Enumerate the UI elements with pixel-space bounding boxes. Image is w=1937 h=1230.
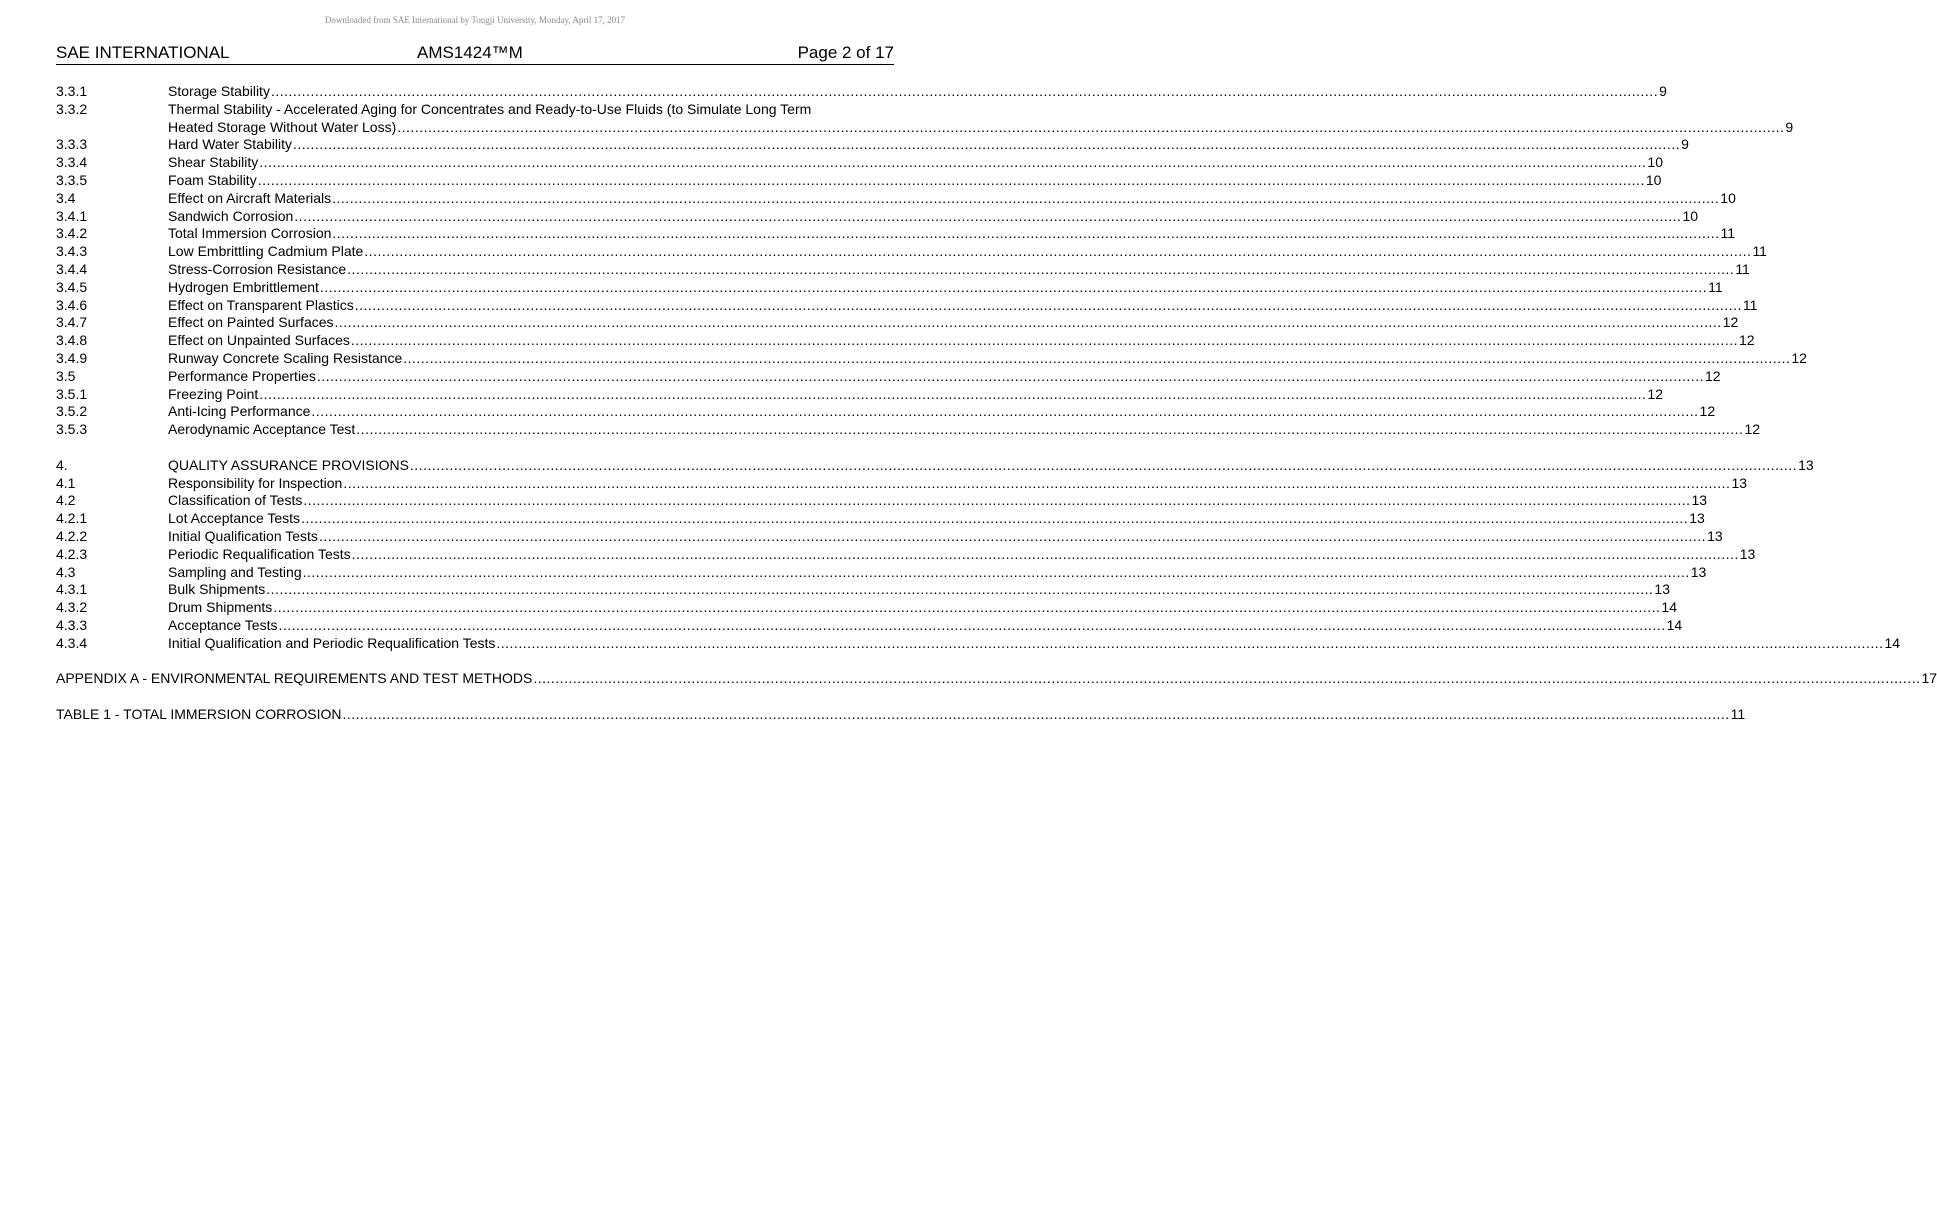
toc-page: 12 bbox=[1791, 349, 1807, 366]
toc-row[interactable] bbox=[56, 171, 1662, 190]
toc-title: TABLE 1 - TOTAL IMMERSION CORROSION bbox=[56, 705, 342, 722]
toc-page: 12 bbox=[1739, 332, 1755, 349]
toc-section-number: 3.4.4 bbox=[56, 260, 88, 277]
toc-title: Effect on Unpainted Surfaces bbox=[168, 332, 350, 349]
toc-title: Hard Water Stability bbox=[168, 136, 292, 153]
toc-section-number: 3.3.1 bbox=[56, 83, 88, 99]
toc-title: Aerodynamic Acceptance Test bbox=[168, 421, 356, 438]
toc-row[interactable] bbox=[56, 581, 1670, 599]
toc-section-number: 3.4.1 bbox=[56, 207, 88, 224]
toc-section-number: 4.3 bbox=[56, 563, 76, 580]
toc-row[interactable] bbox=[56, 225, 1736, 243]
toc-row[interactable] bbox=[56, 83, 1667, 101]
toc-section-number: 3.4.2 bbox=[56, 225, 88, 242]
toc-section-number: 3.3.5 bbox=[56, 171, 88, 188]
toc-page: 10 bbox=[1647, 154, 1663, 171]
toc-title: Stress-Corrosion Resistance bbox=[168, 260, 347, 277]
toc-leader bbox=[410, 457, 1797, 475]
toc-page: 11 bbox=[1708, 278, 1723, 295]
toc-title: Lot Acceptance Tests bbox=[168, 510, 301, 527]
toc-leader bbox=[317, 368, 1704, 386]
toc-row[interactable] bbox=[56, 136, 1689, 154]
toc-spacer bbox=[56, 653, 894, 671]
toc-leader bbox=[332, 190, 1719, 208]
toc-title: Low Embrittling Cadmium Plate bbox=[168, 243, 364, 260]
toc-page: 13 bbox=[1739, 545, 1756, 562]
table-of-contents bbox=[56, 83, 1937, 724]
toc-section-number: 3.4.8 bbox=[56, 332, 88, 349]
toc-row[interactable] bbox=[56, 278, 1723, 297]
toc-title: Effect on Painted Surfaces bbox=[168, 314, 334, 331]
toc-section-number: 4.3.1 bbox=[56, 581, 88, 598]
toc-row[interactable] bbox=[56, 563, 1707, 582]
toc-leader bbox=[259, 154, 1646, 172]
toc-title: Periodic Requalification Tests bbox=[168, 545, 351, 562]
toc-page: 12 bbox=[1722, 314, 1739, 331]
toc-section-number: 4.3.3 bbox=[56, 616, 88, 633]
toc-section-number: 3.4.6 bbox=[56, 296, 88, 313]
toc-row[interactable] bbox=[56, 599, 1677, 617]
toc-leader bbox=[356, 421, 1743, 439]
toc-leader bbox=[311, 403, 1698, 421]
toc-page: 13 bbox=[1689, 510, 1705, 527]
toc-section-number: 3.4.9 bbox=[56, 349, 88, 366]
toc-leader bbox=[351, 332, 1738, 350]
toc-leader bbox=[320, 279, 1707, 297]
toc-spacer bbox=[56, 688, 894, 706]
toc-page: 14 bbox=[1884, 634, 1901, 651]
toc-leader bbox=[352, 546, 1739, 564]
toc-page: 9 bbox=[1659, 83, 1667, 99]
toc-title: Runway Concrete Scaling Resistance bbox=[168, 349, 403, 366]
toc-title: Anti-Icing Performance bbox=[168, 403, 311, 420]
toc-leader bbox=[273, 599, 1660, 617]
toc-page: 11 bbox=[1735, 260, 1750, 277]
toc-section-number: 4.2.1 bbox=[56, 510, 88, 527]
toc-section-number: 4.2 bbox=[56, 492, 76, 509]
page-header bbox=[56, 42, 894, 65]
toc-row[interactable] bbox=[56, 474, 1748, 493]
toc-leader bbox=[496, 635, 1883, 653]
toc-leader bbox=[533, 670, 1920, 688]
toc-page: 13 bbox=[1690, 563, 1707, 580]
toc-section-number: 3.3.2 bbox=[56, 100, 88, 117]
toc-title: Thermal Stability - Accelerated Aging for Concentrates and Ready-to-Use Fluids (to Simulate Long Term bbox=[168, 100, 812, 117]
toc-page: 11 bbox=[1720, 225, 1736, 242]
toc-page: 12 bbox=[1704, 367, 1721, 384]
toc-title: Freezing Point bbox=[168, 385, 259, 402]
toc-page: 9 bbox=[1785, 118, 1794, 135]
toc-row[interactable] bbox=[56, 421, 1761, 439]
toc-leader bbox=[271, 83, 1658, 101]
toc-page: 12 bbox=[1647, 385, 1663, 402]
toc-leader bbox=[303, 492, 1690, 510]
toc-row[interactable] bbox=[56, 492, 1708, 510]
toc-section-number: 3.4.7 bbox=[56, 314, 88, 331]
toc-section-number: 3.5.1 bbox=[56, 385, 88, 402]
toc-row[interactable] bbox=[56, 456, 1814, 475]
toc-section-number: 3.5 bbox=[56, 367, 76, 384]
toc-section-number: 4. bbox=[56, 456, 68, 473]
toc-title: Initial Qualification Tests bbox=[168, 527, 318, 544]
toc-title: Drum Shipments bbox=[168, 599, 273, 616]
toc-row[interactable] bbox=[56, 545, 1756, 564]
toc-title: Sandwich Corrosion bbox=[168, 207, 294, 224]
header-organization: SAE INTERNATIONAL bbox=[56, 43, 230, 62]
toc-appendix-row[interactable] bbox=[56, 670, 1937, 688]
toc-section-number: 4.3.2 bbox=[56, 599, 88, 616]
toc-leader bbox=[319, 528, 1706, 546]
header-page-number: Page 2 of 17 bbox=[797, 43, 894, 62]
toc-title: Total Immersion Corrosion bbox=[168, 225, 332, 242]
toc-row[interactable] bbox=[56, 634, 1901, 653]
toc-section-number: 3.4 bbox=[56, 189, 76, 206]
toc-page: 13 bbox=[1691, 492, 1708, 509]
toc-row[interactable] bbox=[56, 510, 1705, 528]
toc-leader bbox=[303, 564, 1690, 582]
toc-page: 9 bbox=[1681, 136, 1689, 153]
toc-leader bbox=[278, 617, 1665, 635]
toc-leader bbox=[332, 225, 1719, 243]
toc-title: Bulk Shipments bbox=[168, 581, 266, 598]
toc-title: Performance Properties bbox=[168, 367, 316, 384]
toc-section-number: 3.5.2 bbox=[56, 403, 88, 420]
toc-title: Responsibility for Inspection bbox=[168, 474, 343, 491]
toc-section-number: 3.3.4 bbox=[56, 154, 88, 171]
toc-row[interactable] bbox=[56, 349, 1807, 368]
toc-row[interactable] bbox=[56, 100, 1794, 137]
toc-leader bbox=[335, 314, 1722, 332]
download-watermark: Downloaded from SAE International by Tongji University, Monday, April 17, 2017 bbox=[324, 15, 626, 25]
toc-leader bbox=[259, 386, 1646, 404]
toc-section-number: 3.3.3 bbox=[56, 136, 88, 153]
toc-leader bbox=[403, 350, 1790, 368]
toc-section-number: 4.1 bbox=[56, 474, 76, 491]
toc-row[interactable] bbox=[56, 403, 1716, 421]
toc-row[interactable] bbox=[56, 314, 1739, 332]
toc-row[interactable] bbox=[56, 243, 1767, 261]
toc-leader bbox=[258, 172, 1645, 190]
toc-page: 10 bbox=[1682, 207, 1699, 224]
toc-title: Classification of Tests bbox=[168, 492, 303, 509]
toc-title: Shear Stability bbox=[168, 154, 259, 171]
toc-row[interactable] bbox=[56, 367, 1721, 386]
toc-title: APPENDIX A - ENVIRONMENTAL REQUIREMENTS AND TEST METHODS bbox=[56, 670, 533, 687]
toc-leader bbox=[355, 297, 1742, 315]
toc-title: Foam Stability bbox=[168, 171, 257, 188]
toc-leader bbox=[266, 581, 1653, 599]
toc-spacer bbox=[56, 439, 894, 457]
toc-page: 10 bbox=[1645, 171, 1662, 188]
toc-leader bbox=[397, 119, 1784, 137]
toc-page: 14 bbox=[1661, 599, 1677, 616]
header-document-number: AMS1424™M bbox=[417, 43, 523, 62]
toc-section-number: 4.2.2 bbox=[56, 527, 88, 544]
toc-row[interactable] bbox=[56, 527, 1723, 546]
toc-title: Effect on Aircraft Materials bbox=[168, 189, 332, 206]
toc-row[interactable] bbox=[56, 207, 1699, 226]
toc-row[interactable] bbox=[56, 296, 1758, 315]
toc-section-number: 3.4.3 bbox=[56, 243, 88, 260]
toc-leader bbox=[364, 243, 1751, 261]
toc-page: 13 bbox=[1654, 581, 1670, 598]
toc-leader bbox=[294, 208, 1681, 226]
toc-title: Initial Qualification and Periodic Requalification Tests bbox=[168, 634, 496, 651]
toc-page: 13 bbox=[1707, 527, 1723, 544]
toc-page: 14 bbox=[1666, 616, 1683, 633]
toc-leader bbox=[343, 706, 1730, 724]
toc-section-number: 4.2.3 bbox=[56, 545, 88, 562]
toc-section-number: 3.5.3 bbox=[56, 421, 88, 438]
toc-page: 11 bbox=[1752, 243, 1767, 260]
toc-row[interactable] bbox=[56, 260, 1750, 279]
toc-page: 13 bbox=[1798, 456, 1814, 473]
toc-title: Hydrogen Embrittlement bbox=[168, 278, 319, 295]
toc-title: Storage Stability bbox=[168, 83, 270, 99]
toc-page: 11 bbox=[1730, 705, 1746, 722]
toc-page: 10 bbox=[1720, 189, 1736, 206]
toc-page: 12 bbox=[1744, 421, 1761, 438]
toc-title-continued: Heated Storage Without Water Loss) bbox=[168, 118, 397, 135]
toc-row[interactable] bbox=[56, 154, 1663, 172]
toc-section-number: 3.4.5 bbox=[56, 278, 88, 295]
toc-page: 17 bbox=[1921, 670, 1937, 687]
toc-row[interactable] bbox=[56, 385, 1663, 404]
toc-title: Acceptance Tests bbox=[168, 616, 278, 633]
toc-leader bbox=[301, 510, 1688, 528]
toc-page: 12 bbox=[1699, 403, 1716, 420]
toc-table-row[interactable] bbox=[56, 705, 1746, 724]
toc-leader bbox=[343, 475, 1730, 493]
toc-row[interactable] bbox=[56, 189, 1736, 208]
toc-row[interactable] bbox=[56, 332, 1755, 350]
toc-page: 13 bbox=[1731, 474, 1748, 491]
toc-leader bbox=[347, 261, 1734, 279]
toc-row[interactable] bbox=[56, 616, 1683, 635]
toc-page: 11 bbox=[1742, 296, 1758, 313]
toc-leader bbox=[293, 136, 1680, 154]
toc-title: Effect on Transparent Plastics bbox=[168, 296, 354, 313]
toc-section-number: 4.3.4 bbox=[56, 634, 88, 651]
toc-title: Sampling and Testing bbox=[168, 563, 302, 580]
toc-title: QUALITY ASSURANCE PROVISIONS bbox=[168, 456, 409, 473]
